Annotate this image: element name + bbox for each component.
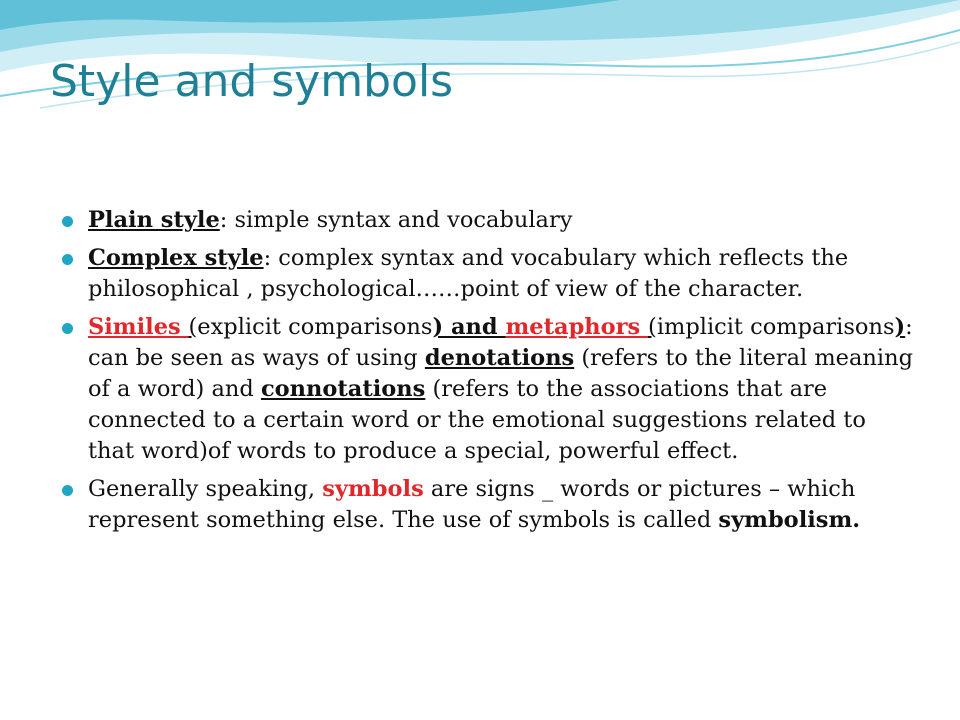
explicit-comparisons: explicit comparisons <box>197 314 433 340</box>
bullet-similes-metaphors <box>62 312 914 467</box>
bullet-dot-icon <box>62 485 73 496</box>
bullet-plain-style <box>62 205 914 236</box>
close-paren: ) <box>894 314 906 340</box>
bullet-symbols <box>62 474 914 536</box>
term-similes: Similes <box>88 314 189 340</box>
complex-style-definition: : complex syntax and vocabulary which reflects the philosophical , psychological……point of view of the character. <box>88 245 849 302</box>
plain-style-definition: : simple syntax and vocabulary <box>219 207 573 233</box>
term-metaphors: metaphors <box>505 314 649 340</box>
bullet-list <box>62 205 914 543</box>
similes-text-2: (refers to the literal meaning of a word) and <box>88 345 913 402</box>
similes-text-1: : can be seen as ways of using <box>88 314 913 371</box>
slide-title: Style and symbols <box>50 56 454 107</box>
term-complex-style: Complex style <box>88 245 264 271</box>
bullet-dot-icon <box>62 254 73 265</box>
bullet-dot-icon <box>62 323 73 334</box>
term-denotations: denotations <box>424 345 575 371</box>
term-connotations: connotations <box>260 376 426 402</box>
term-symbols: symbols <box>322 476 424 502</box>
term-plain-style: Plain style <box>88 207 220 233</box>
open-paren: ( <box>188 314 198 340</box>
similes-text-3: (refers to the associations that are connected to a certain word or the emotional suggestions related to that word)of words to produce a special, powerful effect. <box>88 376 866 464</box>
close-and: ) and <box>432 314 506 340</box>
bullet-complex-style <box>62 243 914 305</box>
symbols-text-2: are signs _ words or pictures – which represent something else. The use of symbols is called <box>88 476 856 533</box>
term-symbolism: symbolism. <box>718 507 861 533</box>
implicit-comparisons: implicit comparisons <box>656 314 895 340</box>
symbols-text-1: Generally speaking, <box>88 476 323 502</box>
bullet-dot-icon <box>62 216 73 227</box>
open-paren: ( <box>648 314 657 340</box>
